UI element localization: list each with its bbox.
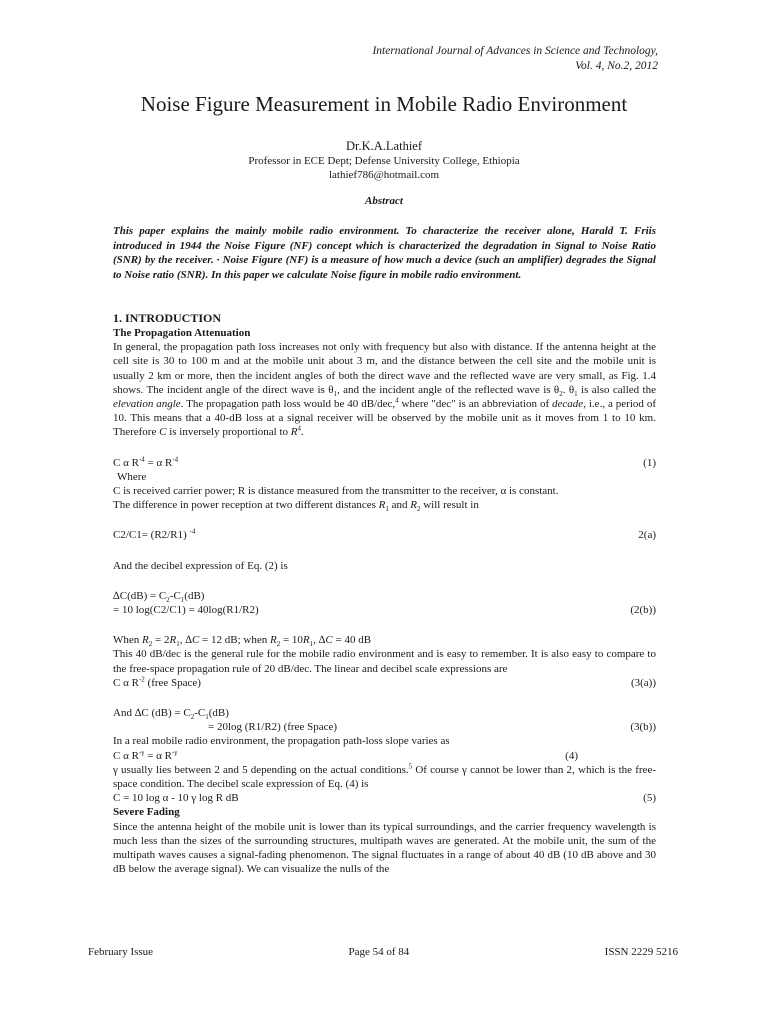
footer-page-number: Page 54 of 84	[348, 946, 410, 958]
difference-text: The difference in power reception at two different distances $R_1$ and $R_2$ will result in	[113, 499, 479, 514]
body-text	[113, 310, 656, 877]
section-heading: 1. INTRODUCTION	[113, 311, 222, 325]
equation-4: C α $R^{-\gamma} = \alpha$ $R^{-\gamma}$ (4)	[113, 749, 656, 763]
equation-5: C = 10 log α - 10 γ log R dB (5)	[113, 792, 656, 805]
author-block	[0, 138, 768, 182]
where-text: C is received carrier power; R is distance measured from the transmitter to the receiver, α is constant.	[113, 485, 559, 498]
author-affiliation: Professor in ECE Dept; Defense University College, Ethiopia	[248, 155, 520, 167]
footer-issue: February Issue	[88, 946, 154, 958]
subsection-heading: The Propagation Attenuation	[113, 327, 251, 339]
journal-volume: Vol. 4, No.2, 2012	[575, 60, 658, 72]
abstract-heading: Abstract	[365, 195, 403, 207]
where-label: Where	[117, 470, 147, 483]
equation-number: (5)	[643, 792, 656, 805]
equation-2b: = 10 log(C2/C1) = 40log(R1/R2) (2(b))	[113, 604, 656, 617]
equation-3a: C α $R^{-2}$ (free Space) (3(a))	[113, 675, 656, 689]
journal-name: International Journal of Advances in Science and Technology,	[372, 45, 658, 57]
author-name: Dr.K.A.Lathief	[345, 139, 423, 153]
equation-1: C α $R^{-4} = \alpha$ $R^{-4}$ (1)	[113, 454, 656, 469]
rule-text: This 40 dB/dec is the general rule for the mobile radio environment and is easy to remember. It is also easy to compare to the free-space propagation rule of 20 dB/dec. The linear and decibel scale expressions are	[113, 648, 656, 675]
paper-title: Noise Figure Measurement in Mobile Radio Environment	[140, 92, 628, 116]
abstract-text: This paper explains the mainly mobile radio environment. To characterize the receiver alone, Harald T. Friis introduced in 1944 the Noise Figure (NF) concept which is characterized the degradation in Signal to Noise Ratio (SNR) by the receiver. · Noise Figure (NF) is a measure of how much a device (such an amplifier) degrades the Signal to Noise ratio (SNR). In this paper we calculate Noise figure in mobile radio environment.	[113, 225, 656, 281]
footer-issn: ISSN 2229 5216	[604, 946, 678, 958]
subsection-heading-fading: Severe Fading	[113, 806, 180, 819]
page-footer	[88, 946, 678, 958]
equation-2b-line1: $\Delta C(dB) = C_2-C_1(dB)$	[113, 589, 205, 605]
equation-number: (3(a))	[630, 676, 656, 689]
gamma-text: γ usually lies between 2 and 5 depending on the actual conditions.$^5$ Of course γ cannot be lower than 2, which is the free-space condition. The decibel scale expression of Eq. (4) is	[113, 762, 656, 791]
equation-number: (3(b))	[630, 721, 656, 734]
real-env-text: In a real mobile radio environment, the propagation path-loss slope varies as	[113, 735, 450, 748]
paragraph-propagation: In general, the propagation path loss increases not only with frequency but also with distance. If the antenna height at the cell site is 30 to 100 m and at the mobile unit about 3 m, and the distance between the cell site and the mobile unit is usually 2 km or more, then the incident angles of both the direct wave and the reflected wave are very small, as Fig. 1.4 shows. The incident angle of the direct wave is $\theta_1$, and the incident angle of the reflected wave is $\theta_2$. $\theta_1$ is also called the elevation angle. The propagation path loss would be 40 dB/dec,$^4$ where "dec" is an abbreviation of decade, i.e., a period of 10. This means that a 40-dB loss at a signal receiver will be observed by the mobile unit as it moves from 1 to 10 km. Therefore C is inversely proportional to $R^4$.	[113, 341, 656, 439]
equation-number: (1)	[643, 456, 656, 469]
equation-number: 2(a)	[638, 529, 656, 542]
paragraph-fading: Since the antenna height of the mobile unit is lower than its typical surroundings, and the carrier frequency wavelength is much less than the sizes of the surrounding structures, multipath waves are generated. At the mobile unit, the sum of the multipath waves causes a signal-fading phenomenon. The signal fluctuates in a range of about 40 dB (10 dB above and 30 dB below the average signal). We can visualize the nulls of the	[113, 820, 656, 876]
decibel-text: And the decibel expression of Eq. (2) is	[113, 559, 288, 572]
journal-header	[372, 44, 658, 74]
equation-3b-line1: And ∆C $(dB) = C_2-C_1(dB)$	[113, 707, 229, 722]
equation-2a: C2/C1= (R2/R1) $^{-4}$ 2(a)	[113, 527, 656, 542]
equation-number: (2(b))	[630, 604, 656, 617]
equation-number: (4)	[565, 749, 578, 762]
author-email: lathief786@hotmail.com	[328, 169, 440, 181]
when-text: When $R_2 = 2R_1$, ∆C = 12 dB; when $R_2 = 10R_1$, ∆C = 40 dB	[113, 634, 372, 649]
equation-3b: = 20log (R1/R2) (free Space) (3(b))	[208, 721, 656, 734]
